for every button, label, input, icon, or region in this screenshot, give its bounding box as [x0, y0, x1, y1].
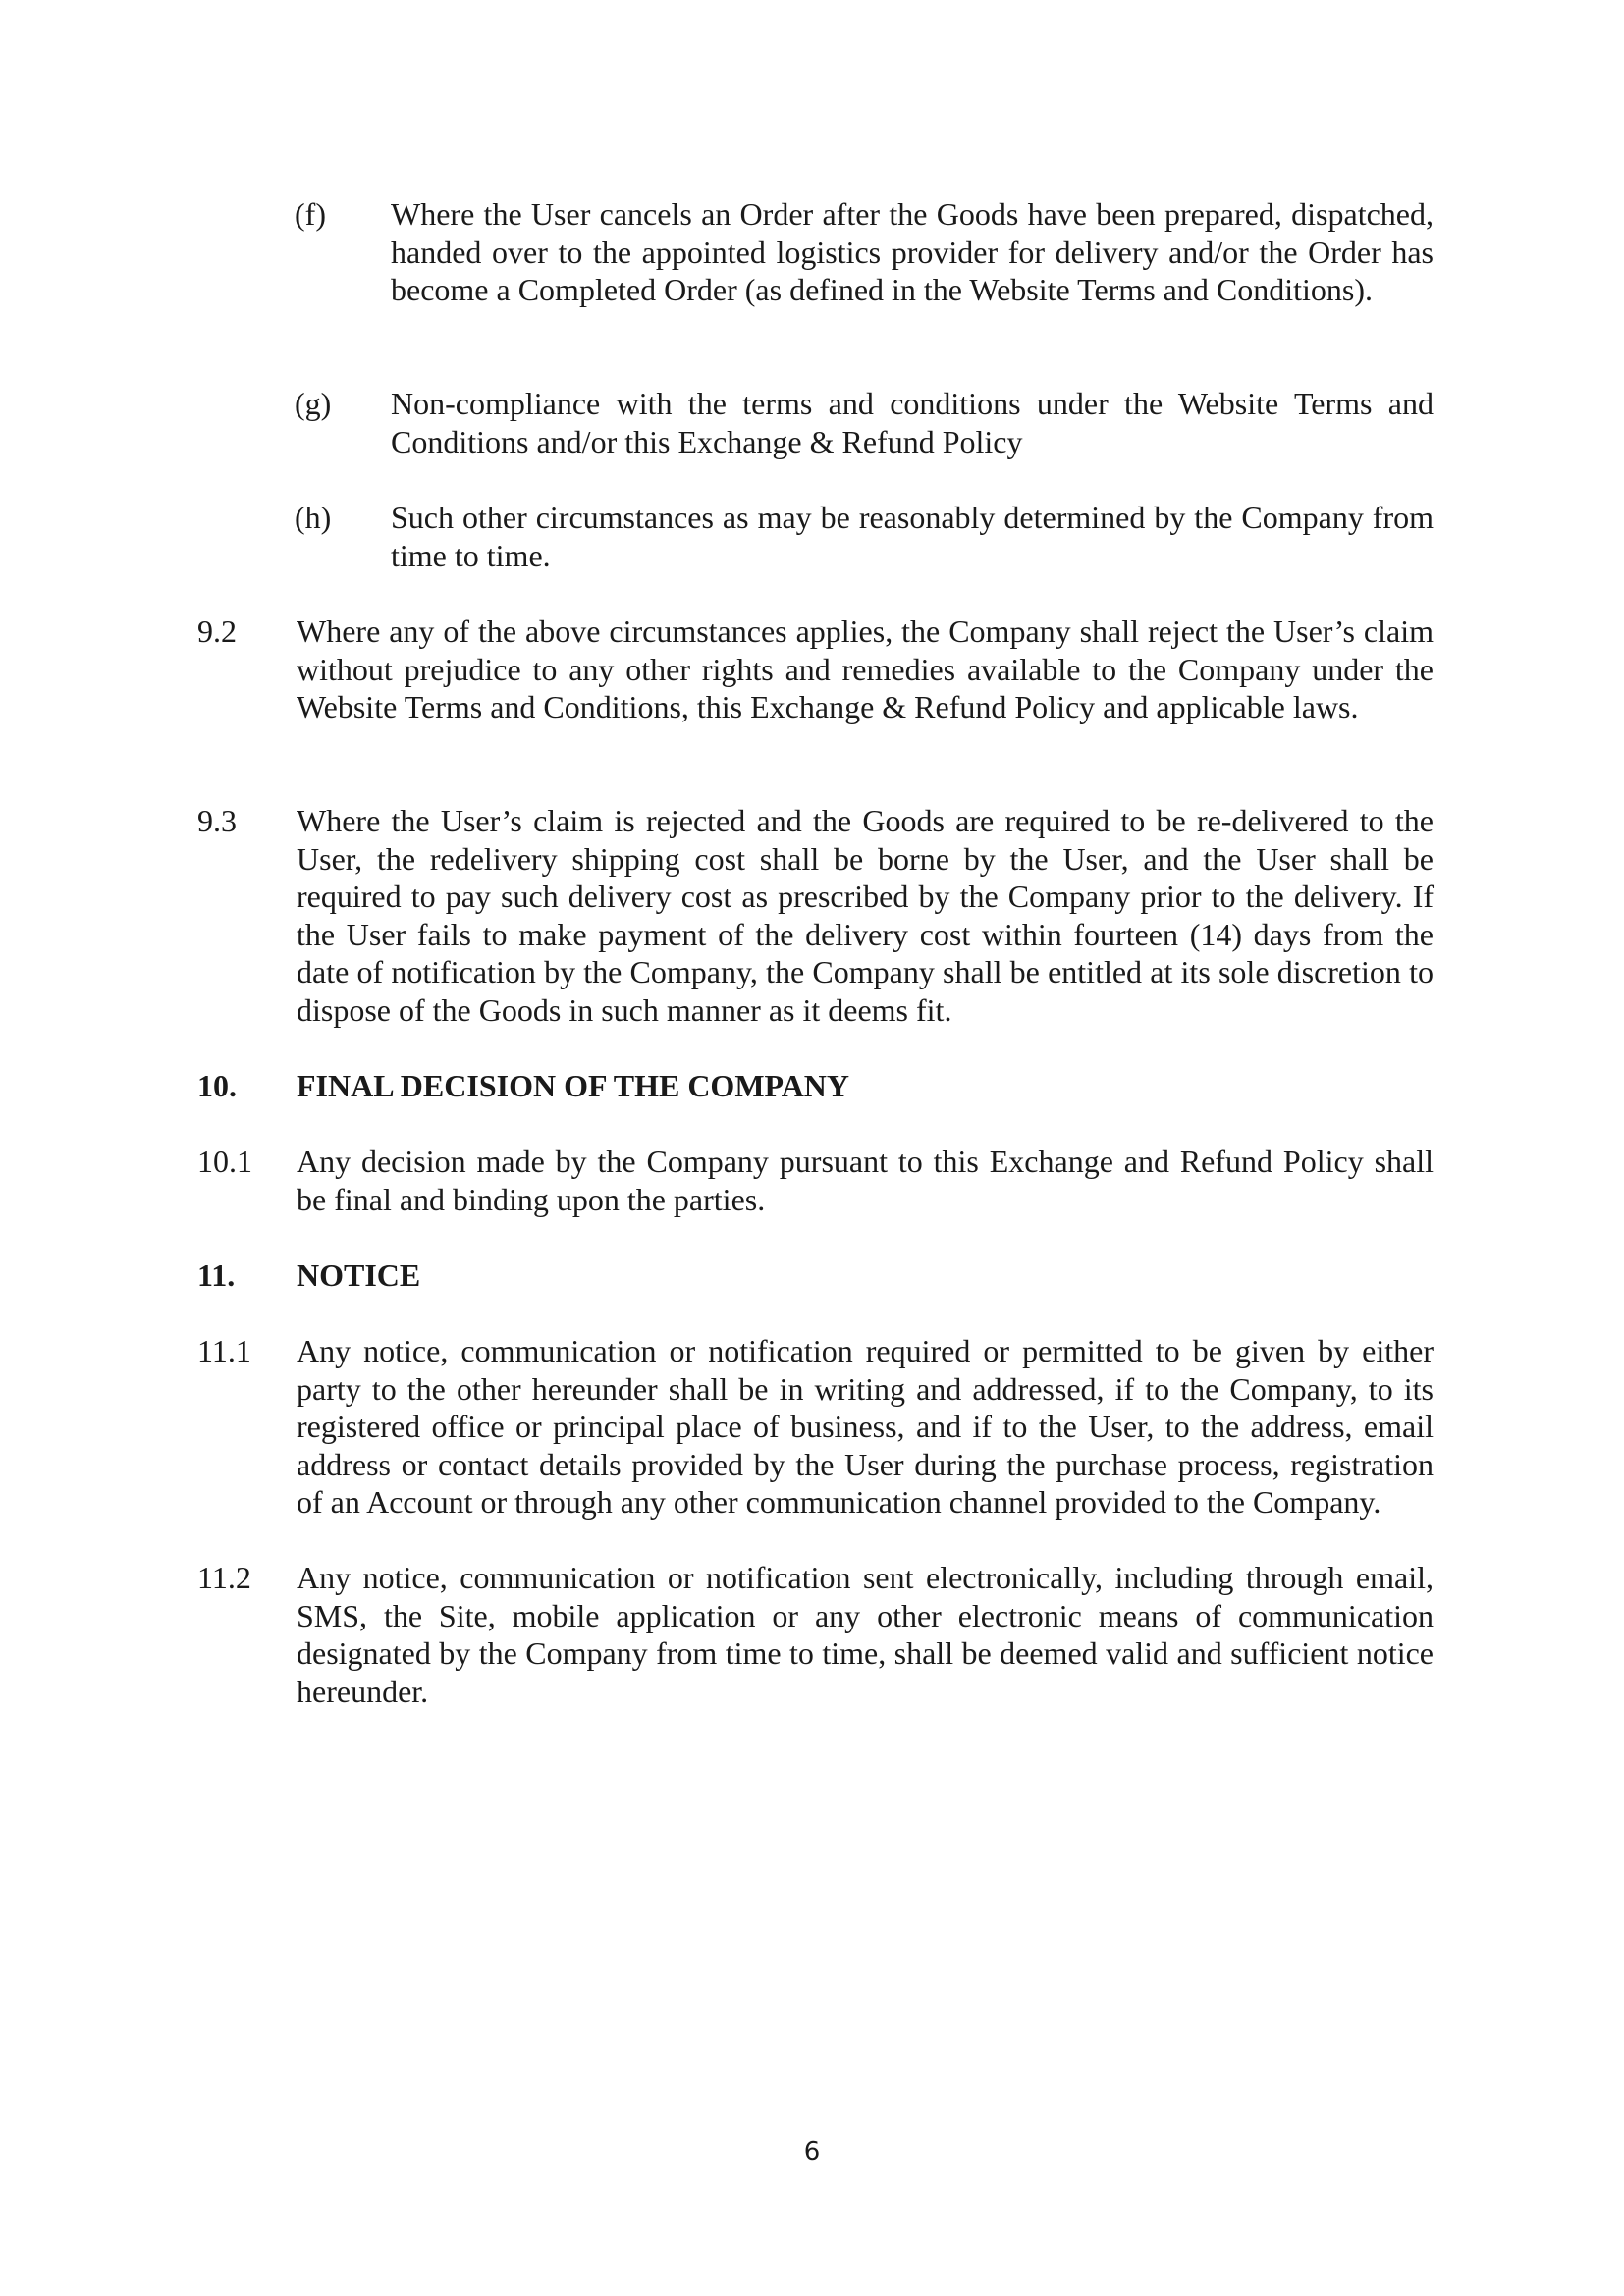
section-title: FINAL DECISION OF THE COMPANY: [297, 1068, 850, 1103]
clause-text: Where any of the above circumstances applies, the Company shall reject the User’s claim without prejudice to any other rights and remedies available to the Company under the Website Terms and Conditions, this Exchange & Refund Policy and applicable laws.: [297, 614, 1434, 725]
sub-item-text: Such other circumstances as may be reasonably determined by the Company from time to time.: [391, 500, 1434, 573]
clause-text: Where the User’s claim is rejected and the Goods are required to be re-delivered to the User, the redelivery shipping cost shall be borne by the User, and the User shall be required to pay such delivery cost as prescribed by the Company prior to the delivery. If the User fails to make payment of the delivery cost within fourteen (14) days from the date of notification by the Company, the Company shall be entitled at its sole discretion to dispose of the Goods in such manner as it deems fit.: [297, 803, 1434, 1028]
sub-item-label: (h): [295, 500, 332, 535]
clause-number: 10.1: [197, 1144, 252, 1179]
clause-text: Any notice, communication or notification required or permitted to be given by either party to the other hereunder shall be in writing and addressed, if to the Company, to its registered office or principal place of business, and if to the User, to the address, email address or contact details provided by the User during the purchase process, registration of an Account or through any other communication channel provided to the Company.: [297, 1333, 1434, 1521]
sub-item-label: (g): [295, 386, 332, 421]
page-number: 6: [803, 2137, 821, 2166]
section-number: 10.: [197, 1068, 237, 1103]
section-title: NOTICE: [297, 1257, 421, 1293]
section-number: 11.: [197, 1257, 236, 1293]
clause-number: 9.3: [197, 803, 237, 838]
sub-item-label: (f): [295, 196, 326, 232]
sub-item-text: Where the User cancels an Order after the Goods have been prepared, dispatched, handed over to the appointed logistics provider for delivery and/or the Order has become a Completed Order (as defined in the Website Terms and Conditions).: [391, 196, 1434, 308]
clause-text: Any notice, communication or notification sent electronically, including through email, SMS, the Site, mobile application or any other electronic means of communication designated by the Company from time to time, shall be deemed valid and sufficient notice hereunder.: [297, 1560, 1434, 1709]
clause-number: 11.1: [197, 1333, 251, 1368]
sub-item-text: Non-compliance with the terms and conditions under the Website Terms and Conditions and/or this Exchange & Refund Policy: [391, 386, 1434, 459]
clause-number: 9.2: [197, 614, 237, 649]
clause-text: Any decision made by the Company pursuant to this Exchange and Refund Policy shall be final and binding upon the parties.: [297, 1144, 1434, 1217]
clause-number: 11.2: [197, 1560, 251, 1595]
